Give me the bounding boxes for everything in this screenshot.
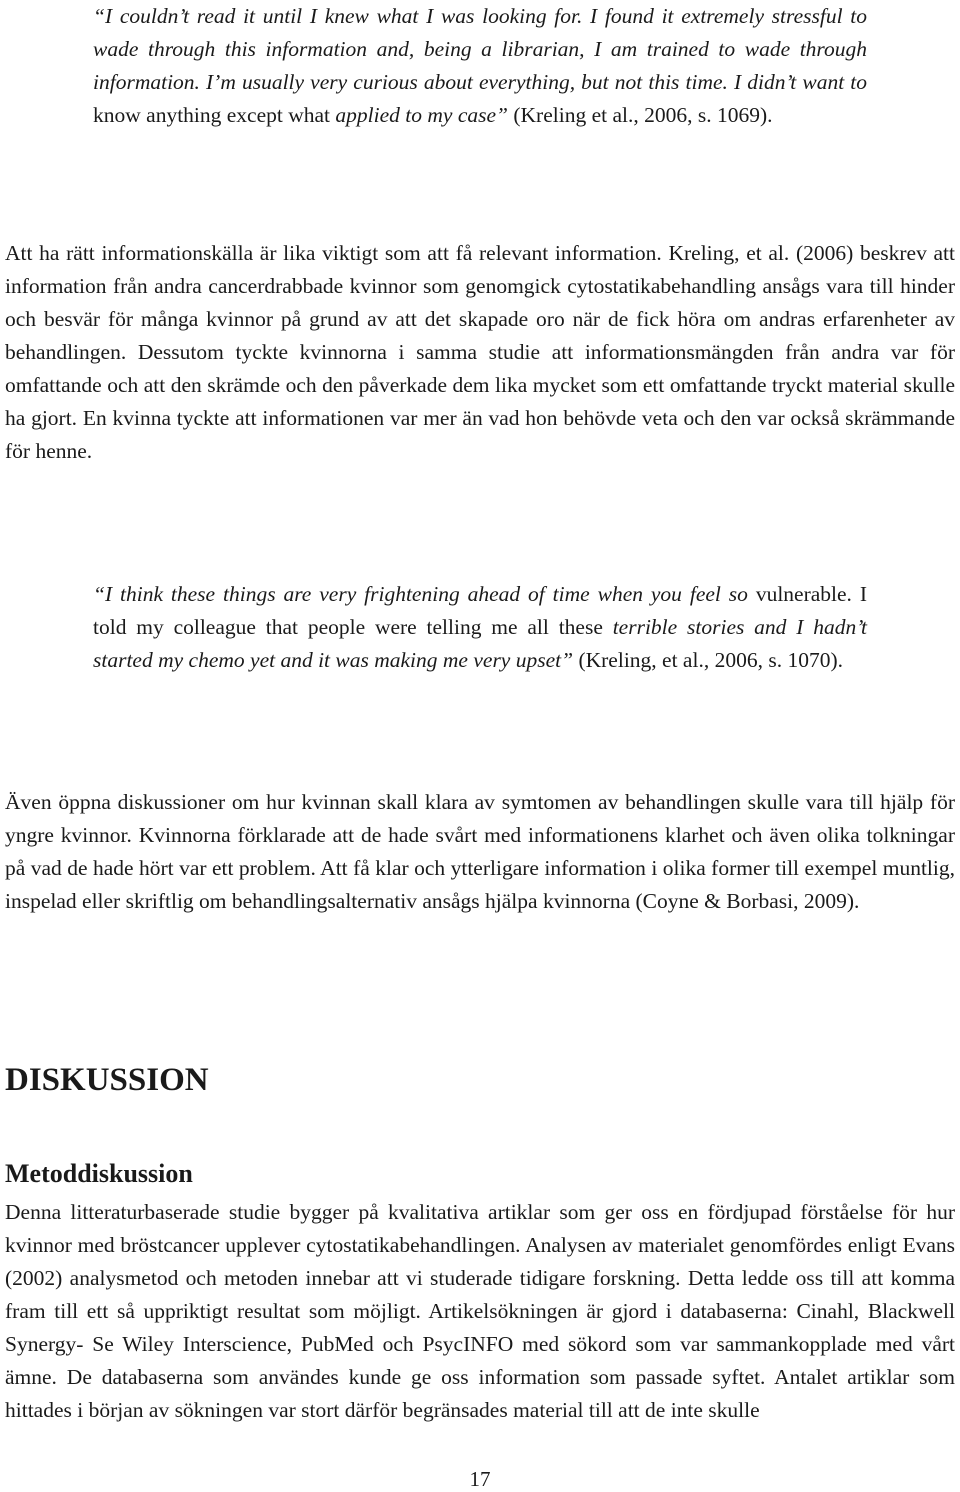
page-number: 17 (469, 1467, 491, 1491)
quote-1-italic-a: “I couldn’t read it until I knew what I was looking for. I found it extremely stressful to wade through this information and, being a librarian, I am trained to wade through information. I’m usually very curious about everything, but not this time. I didn’t want to (93, 4, 867, 94)
quote-1-citation: (Kreling et al., 2006, s. 1069). (508, 103, 773, 127)
paragraph-3: Denna litteraturbaserade studie bygger på kvalitativa artiklar som ger oss en fördjupad förståelse för hur kvinnor med bröstcancer upplever cytostatikabehandlingen. Analysen av materialet genomfördes enligt Evans (2002) analysmetod och metoden innebar att vi studerade tidigare forskning. Detta ledde oss till att komma fram till ett så uppriktigt resultat som möjligt. Artikelsökningen är gjord i databaserna: Cinahl, Blackwell Synergy- Se Wiley Interscience, PubMed och PsycINFO med sökord som var sammankopplade med vårt ämne. De databaserna som användes kunde ge oss information som passade syftet. Antalet artiklar som hittades i början av sökningen var stort därför begränsades material till att de inte skulle (5, 1200, 955, 1422)
block-quote-2 (93, 578, 867, 677)
paragraph-1: Att ha rätt informationskälla är lika viktigt som att få relevant information. Kreling, et al. (2006) beskrev att information från andra cancerdrabbade kvinnor som genomgick cytostatikabehandling ansågs vara till hinder och besvär för många kvinnor på grund av att det skapade oro när de fick höra om andras erfarenheter av behandlingen. Dessutom tyckte kvinnorna i samma studie att informationsmängden från andra var för omfattande och att den skrämde och den påverkade dem lika mycket som ett omfattande tryckt material skulle ha gjort. En kvinna tyckte att informationen var mer än vad hon behövde veta och den var också skrämmande för henne. (5, 241, 955, 463)
quote-2-italic-a: “I think these things are very frightening ahead of time when you feel so (93, 582, 748, 606)
quote-1-italic-b: applied to my case” (335, 103, 508, 127)
heading-diskussion: DISKUSSION (5, 1062, 209, 1098)
paragraph-2: Även öppna diskussioner om hur kvinnan skall klara av symtomen av behandlingen skulle vara till hjälp för yngre kvinnor. Kvinnorna förklarade att de hade svårt med informationens klarhet och även olika tolkningar på vad de hade hört var ett problem. Att få klar och ytterligare information i olika former till exempel muntlig, inspelad eller skriftlig om behandlingsalternativ ansågs hjälpa kvinnorna (Coyne & Borbasi, 2009). (5, 790, 955, 913)
quote-2-italic-b: terrible stories and I hadn’t started my chemo yet and it was making me very upset” (93, 615, 867, 672)
heading-metoddiskussion: Metoddiskussion (5, 1159, 193, 1188)
block-quote-1 (93, 0, 867, 132)
quote-2-citation: (Kreling, et al., 2006, s. 1070). (573, 648, 843, 672)
quote-1-normal-a: know anything except what (93, 103, 336, 127)
quote-2-normal-a: vulnerable. I told my colleague that people were telling me all these (93, 582, 867, 639)
